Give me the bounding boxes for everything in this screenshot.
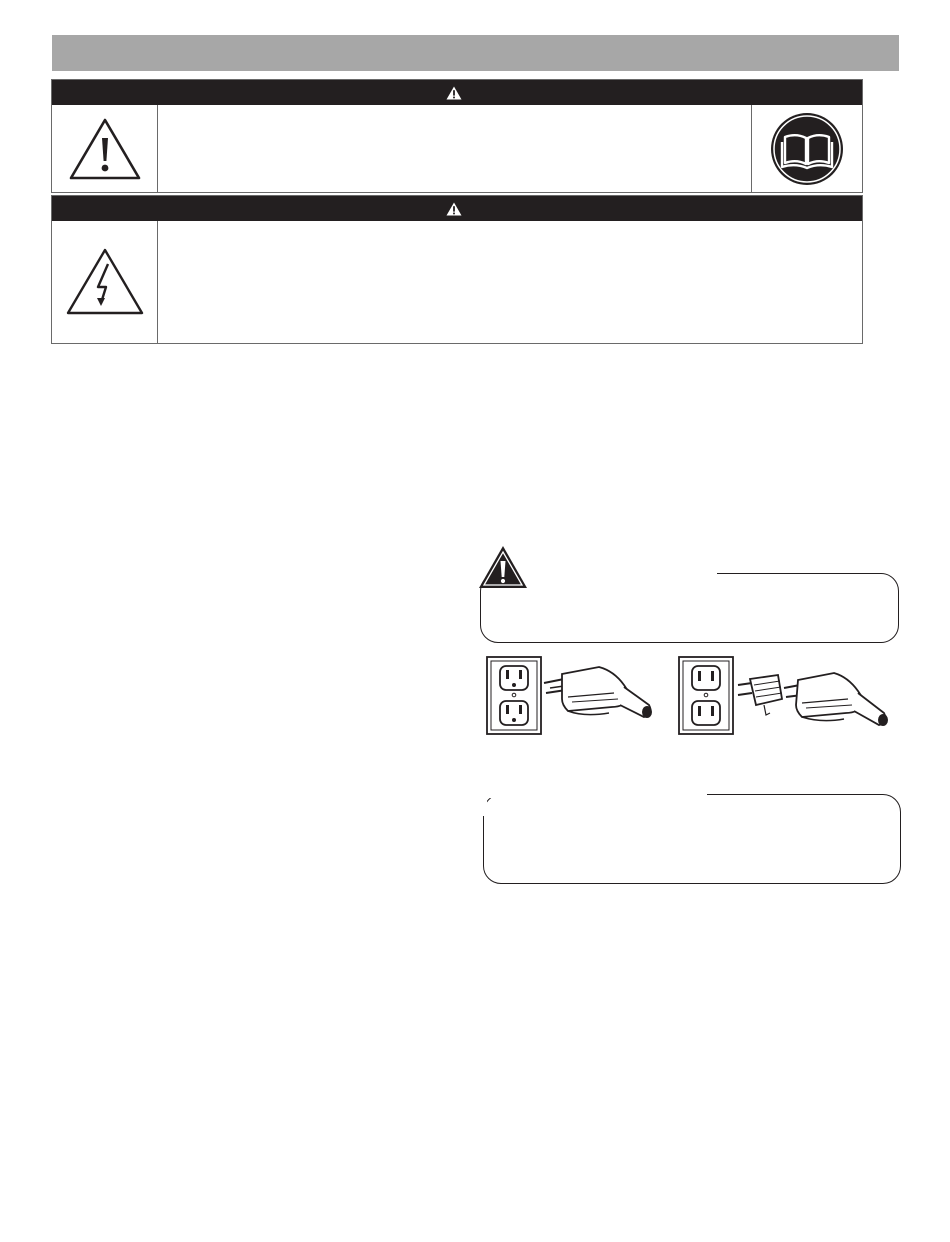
warning-banner — [52, 80, 862, 105]
read-manual-icon — [770, 112, 844, 186]
warning-box-electric-shock — [51, 195, 863, 344]
warning-box-general — [51, 79, 863, 193]
caution-callout — [480, 573, 899, 643]
warning-triangle-icon — [446, 86, 462, 100]
exclamation-triangle-icon — [68, 116, 142, 182]
section-header-bar — [52, 35, 899, 71]
manual-icon-cell — [751, 105, 862, 192]
warning-banner — [52, 196, 862, 221]
warning-icon-cell — [52, 221, 158, 343]
warning-text — [158, 221, 862, 343]
note-callout — [483, 794, 901, 884]
adapter-outlet-figure — [676, 655, 898, 743]
caution-triangle-icon — [478, 545, 528, 589]
electric-shock-triangle-icon — [65, 246, 145, 318]
warning-text — [158, 105, 751, 192]
grounded-outlet-figure — [484, 655, 659, 737]
warning-triangle-icon — [446, 202, 462, 216]
warning-icon-cell — [52, 105, 158, 192]
